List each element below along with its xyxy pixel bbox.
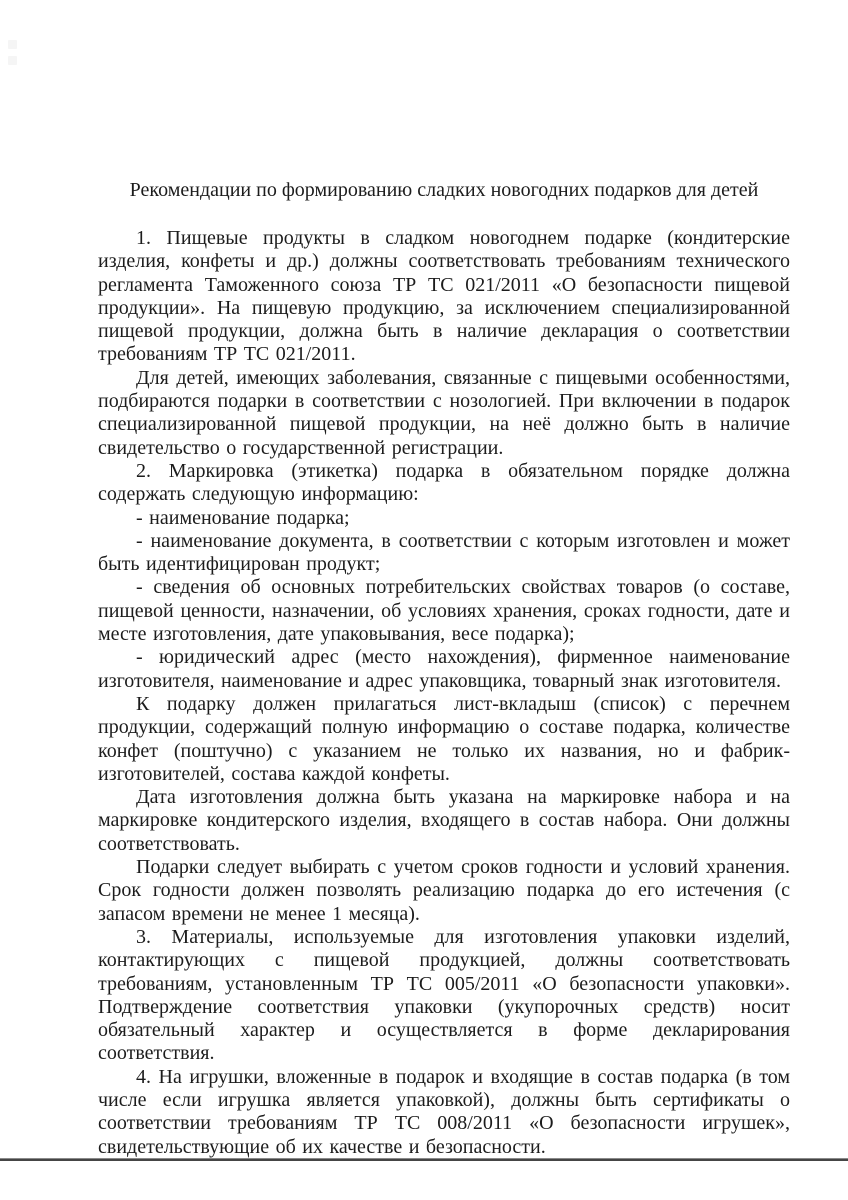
- paragraph: - юридический адрес (место нахождения), фирменное наименование изготовителя, наименование и адрес упаковщика, товарный знак изготовителя.: [98, 646, 790, 692]
- paragraph: Дата изготовления должна быть указана на маркировке набора и на маркировке кондитерского изделия, входящего в состав набора. Они должны соответствовать.: [98, 786, 790, 855]
- paragraph: 4. На игрушки, вложенные в подарок и входящие в состав подарка (в том числе если игрушка является упаковкой), должны быть сертификаты о соответствии требованиям ТР ТС 008/2011 «О безопасности игрушек», свидетельствующие об их качестве и безопасности.: [98, 1065, 790, 1158]
- paragraph: - наименование подарка;: [136, 506, 350, 529]
- paragraph: - наименование документа, в соответствии с которым изготовлен и может быть идентифицирован продукт;: [98, 529, 790, 576]
- paragraph: 1. Пищевые продукты в сладком новогоднем подарке (кондитерские изделия, конфеты и др.) должны соответствовать требованиям технического регламента Таможенного союза ТР ТС 021/2011 «О безопасности пищевой продукции». На пищевую продукцию, за исключением специализированной пищевой продукции, должна быть в наличие декларация о соответствии требованиям ТР ТС 021/2011.: [98, 227, 790, 366]
- document-body: [98, 227, 790, 1159]
- paragraph: Подарки следует выбирать с учетом сроков годности и условий хранения. Срок годности должен позволять реализацию подарка до его истечения (с запасом времени не менее 1 месяца).: [98, 856, 790, 925]
- page-footer-rule: [0, 1158, 848, 1161]
- scan-artifact: [8, 56, 17, 65]
- paragraph: 2. Маркировка (этикетка) подарка в обязательном порядке должна содержать следующую информацию:: [98, 459, 790, 506]
- paragraph: 3. Материалы, используемые для изготовления упаковки изделий, контактирующих с пищевой продукцией, должны соответствовать требованиям, установленным ТР ТС 005/2011 «О безопасности упаковки». Подтверждение соответствия упаковки (укупорочных средств) носит обязательный характер и осуществляется в форме декларирования соответствия.: [98, 925, 790, 1065]
- scan-artifact: [8, 40, 17, 49]
- document-title: Рекомендации по формированию сладких новогодних подарков для детей: [129, 179, 759, 201]
- paragraph: - сведения об основных потребительских свойствах товаров (о составе, пищевой ценности, назначении, об условиях хранения, сроках годности, дате и месте изготовления, дате упаковывания, весе подарка);: [98, 576, 790, 646]
- paragraph: К подарку должен прилагаться лист-вкладыш (список) с перечнем продукции, содержащий полную информацию о составе подарка, количестве конфет (поштучно) с указанием не только их названия, но и фабрик-изготовителей, состава каждой конфеты.: [98, 692, 790, 785]
- paragraph: Для детей, имеющих заболевания, связанные с пищевыми особенностями, подбираются подарки в соответствии с нозологией. При включении в подарок специализированной пищевой продукции, на неё должно быть в наличие свидетельство о государственной регистрации.: [98, 366, 790, 459]
